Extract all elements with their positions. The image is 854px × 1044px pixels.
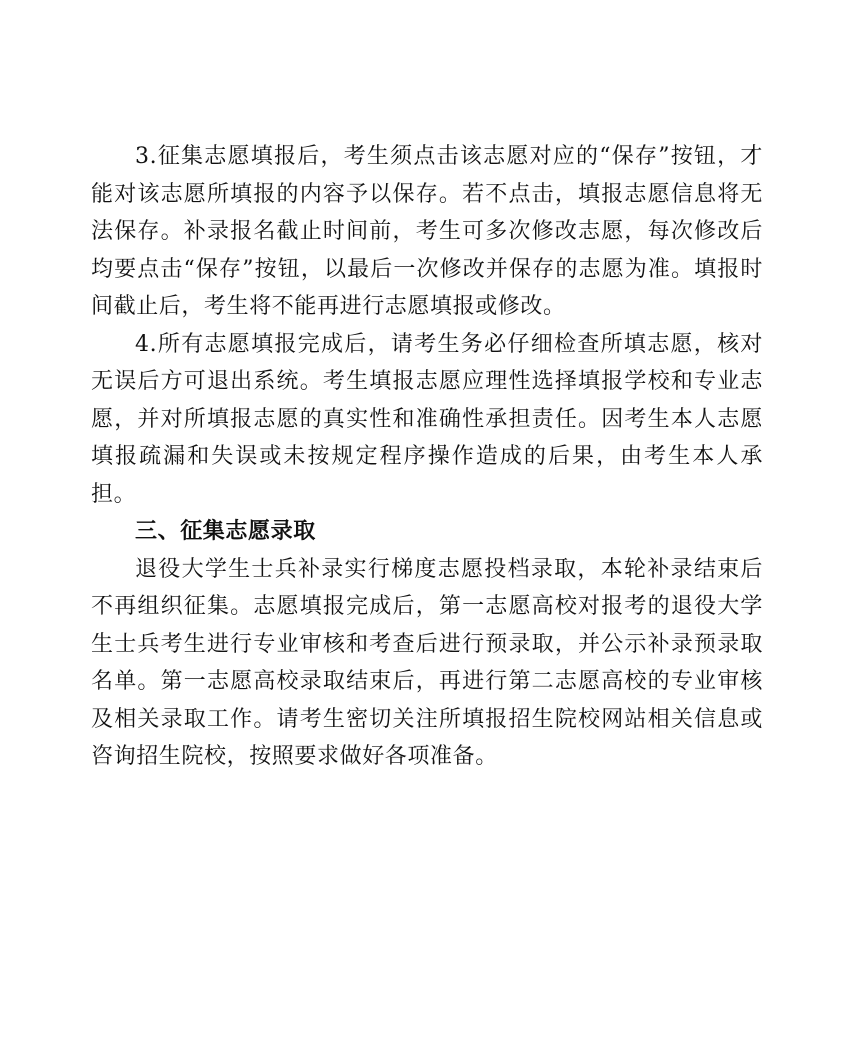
document-body [91,138,763,776]
paragraph-item-4: 4.所有志愿填报完成后，请考生务必仔细检查所填志愿，核对无误后方可退出系统。考生填报志愿应理性选择填报学校和专业志愿，并对所填报志愿的真实性和准确性承担责任。因考生本人志愿填报疏漏和失误或未按规定程序操作造成的后果，由考生本人承担。 [91,331,763,507]
section-paragraph: 退役大学生士兵补录实行梯度志愿投档录取，本轮补录结束后不再组织征集。志愿填报完成后，第一志愿高校对报考的退役大学生士兵考生进行专业审核和考查后进行预录取，并公示补录预录取名单。第一志愿高校录取结束后，再进行第二志愿高校的专业审核及相关录取工作。请考生密切关注所填报招生院校网站相关信息或咨询招生院校，按照要求做好各项准备。 [91,556,763,769]
paragraph-item-3: 3.征集志愿填报后，考生须点击该志愿对应的“保存”按钮，才能对该志愿所填报的内容予以保存。若不点击，填报志愿信息将无法保存。补录报名截止时间前，考生可多次修改志愿，每次修改后均要点击“保存”按钮，以最后一次修改并保存的志愿为准。填报时间截止后，考生将不能再进行志愿填报或修改。 [91,144,763,319]
section-heading: 三、征集志愿录取 [135,519,316,544]
